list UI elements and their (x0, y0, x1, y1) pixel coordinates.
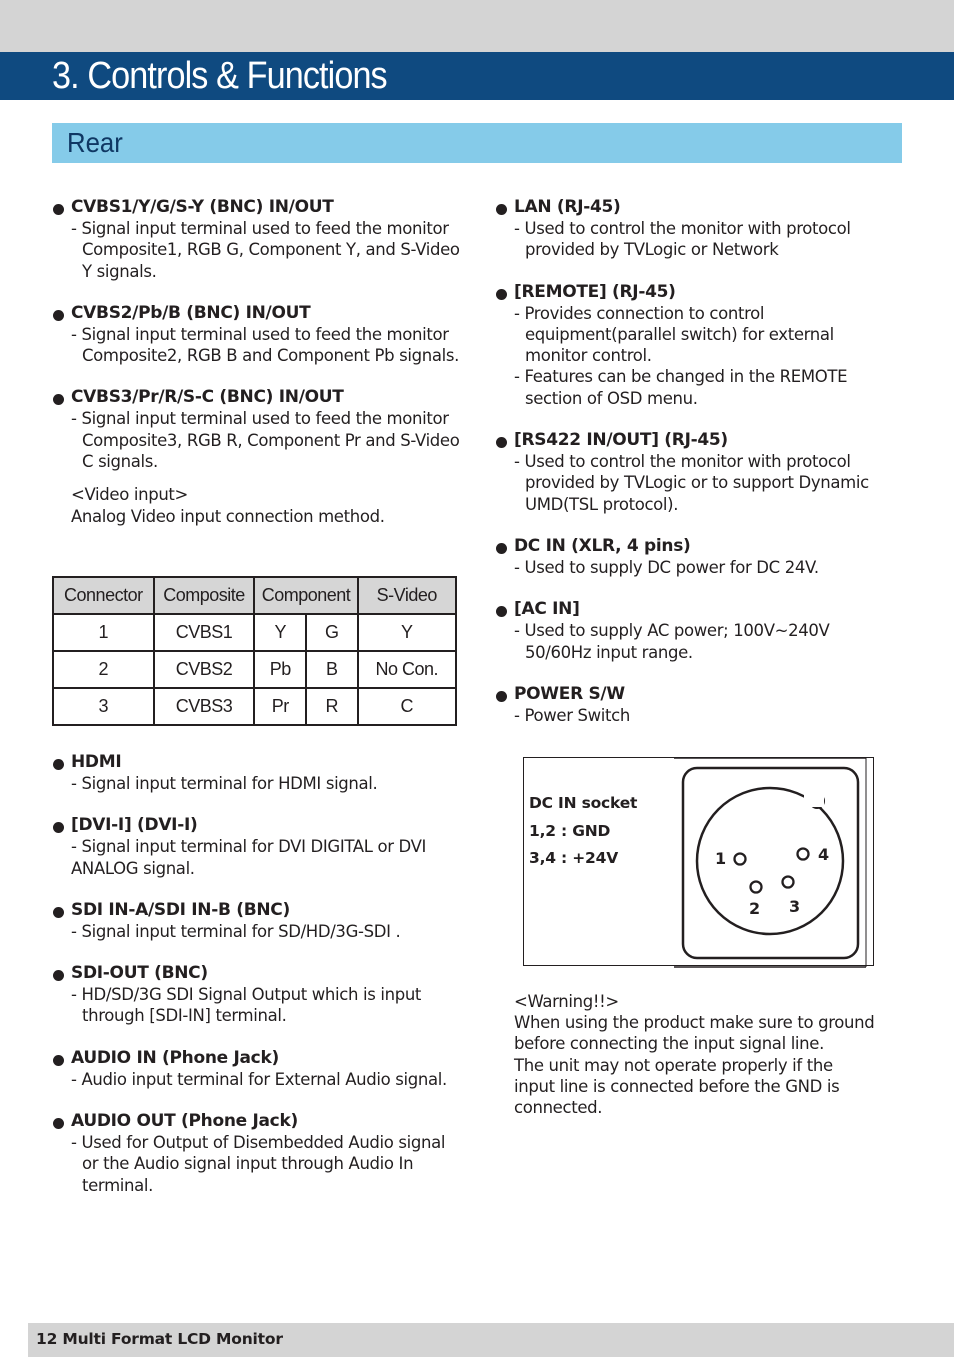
item-desc: - Power Switch (514, 705, 630, 725)
item-title: HDMI (71, 752, 122, 772)
table-row (53, 651, 456, 688)
bullet-icon (53, 970, 64, 981)
item-title: AUDIO OUT (Phone Jack) (71, 1111, 298, 1132)
item-title: [REMOTE] (RJ-45) (514, 281, 676, 302)
video-input-note (52, 484, 472, 527)
item-desc: - Used to control the monitor with protocol provided by TVLogic or to support Dynamic UMD(TSL protocol). (514, 452, 869, 514)
top-band (0, 0, 954, 52)
pin-1-label: 1 (715, 849, 727, 868)
table-row (53, 688, 456, 725)
item-desc: - Provides connection to control equipment(parallel switch) for external monitor control. (514, 303, 834, 366)
pin-3-label: 3 (789, 897, 801, 916)
item-lan (495, 197, 915, 261)
item-desc: - Used to control the monitor with protocol provided by TVLogic or Network (514, 219, 851, 260)
item-audio-in (52, 1048, 472, 1090)
xlr-socket-icon (674, 757, 874, 968)
item-desc: - Features can be changed in the REMOTE section of OSD menu. (514, 367, 848, 408)
video-input-text: Analog Video input connection method. (71, 506, 385, 526)
table-cell: B (306, 651, 358, 688)
warning-line: When using the product make sure to ground before connecting the input signal line. (514, 1013, 875, 1054)
table-cell: Y (358, 614, 456, 651)
bullet-icon (53, 310, 64, 321)
table-cell: 1 (53, 614, 154, 651)
socket-title: DC IN socket (529, 794, 638, 812)
item-audio-out (52, 1111, 472, 1196)
item-desc: - Signal input terminal for SD/HD/3G-SDI . (71, 921, 401, 941)
warning-line: The unit may not operate properly if the input line is connected before the GND is connected. (514, 1055, 840, 1118)
table-cell: Pr (254, 688, 306, 725)
dc-in-socket-diagram (523, 757, 874, 966)
item-desc: - Signal input terminal used to feed the monitor Composite2, RGB B and Component Pb signals. (71, 324, 460, 366)
table-cell: 2 (53, 651, 154, 688)
table-cell: R (306, 688, 358, 725)
socket-line-24v: 3,4 : +24V (529, 849, 619, 867)
bullet-icon (496, 691, 507, 702)
socket-line-gnd: 1,2 : GND (529, 821, 611, 840)
item-title: [DVI-I] (DVI-I) (71, 815, 198, 836)
table-cell: 3 (53, 688, 154, 725)
item-cvbs1 (52, 197, 472, 282)
item-title: CVBS2/Pb/B (BNC) IN/OUT (71, 302, 311, 323)
bullet-icon (53, 1118, 64, 1129)
item-cvbs2 (52, 303, 472, 367)
bullet-icon (53, 204, 64, 215)
section-bar (52, 123, 902, 163)
item-title: POWER S/W (514, 683, 625, 704)
header-component: Component (254, 577, 357, 614)
pin-4-label: 4 (818, 845, 830, 864)
item-desc: - Used for Output of Disembedded Audio signal or the Audio signal input through Audio In terminal. (71, 1133, 446, 1195)
table-cell: CVBS3 (154, 688, 255, 725)
item-title: AUDIO IN (Phone Jack) (71, 1047, 279, 1068)
right-column (495, 197, 915, 747)
bullet-icon (53, 1055, 64, 1066)
item-desc: - Signal input terminal for HDMI signal. (71, 774, 378, 793)
item-ac-in (495, 599, 915, 663)
section-title: Rear (67, 127, 123, 158)
table-row (53, 614, 456, 651)
socket-legend (529, 790, 637, 873)
table-cell: Y (254, 614, 306, 651)
bullet-icon (496, 204, 507, 215)
warning-note (514, 991, 914, 1118)
item-remote (495, 282, 915, 409)
item-desc: - Signal input terminal for DVI DIGITAL or DVI ANALOG signal. (71, 837, 427, 878)
bullet-icon (53, 822, 64, 833)
bullet-icon (496, 437, 507, 448)
item-title: SDI IN-A/SDI IN-B (BNC) (71, 899, 290, 920)
item-desc: - Signal input terminal used to feed the monitor Composite1, RGB G, Component Y, and S-Video Y signals. (71, 219, 460, 281)
item-title: CVBS3/Pr/R/S-C (BNC) IN/OUT (71, 387, 344, 408)
chapter-title-bar (0, 52, 954, 100)
item-power-sw (495, 684, 915, 726)
item-title: DC IN (XLR, 4 pins) (514, 535, 691, 556)
item-dc-in (495, 536, 915, 578)
bullet-icon (53, 394, 64, 405)
item-title: [AC IN] (514, 599, 580, 620)
item-desc: - Used to supply AC power; 100V~240V 50/60Hz input range. (514, 621, 830, 662)
connector-table (52, 576, 457, 726)
item-desc: - Audio input terminal for External Audio signal. (71, 1069, 447, 1089)
header-connector: Connector (53, 577, 154, 614)
item-hdmi (52, 752, 472, 794)
table-cell: G (306, 614, 358, 651)
item-rs422 (495, 430, 915, 515)
footer (28, 1323, 954, 1357)
left-column-lower (52, 752, 472, 1217)
item-cvbs3 (52, 387, 472, 472)
video-input-tag: <Video input> (71, 485, 189, 505)
bullet-icon (496, 543, 507, 554)
item-desc: - HD/SD/3G SDI Signal Output which is input through [SDI-IN] terminal. (71, 985, 422, 1026)
header-svideo: S-Video (358, 577, 456, 614)
table-cell: CVBS2 (154, 651, 255, 688)
item-title: CVBS1/Y/G/S-Y (BNC) IN/OUT (71, 197, 334, 217)
item-title: SDI-OUT (BNC) (71, 963, 208, 984)
item-sdi-in (52, 900, 472, 942)
warning-tag: <Warning!!> (514, 992, 619, 1011)
pin-2-label: 2 (749, 899, 761, 918)
header-composite: Composite (154, 577, 255, 614)
chapter-title: 3. Controls & Functions (52, 55, 387, 97)
page-footer-text: 12 Multi Format LCD Monitor (36, 1330, 283, 1348)
bullet-icon (496, 289, 507, 300)
left-column (52, 197, 472, 541)
item-title: LAN (RJ-45) (514, 197, 621, 217)
table-cell: CVBS1 (154, 614, 255, 651)
item-desc: - Signal input terminal used to feed the monitor Composite3, RGB R, Component Pr and S-Video C signals. (71, 409, 460, 472)
item-title: [RS422 IN/OUT] (RJ-45) (514, 430, 728, 451)
bullet-icon (53, 907, 64, 918)
bullet-icon (53, 759, 64, 770)
table-cell: C (358, 688, 456, 725)
table-cell: Pb (254, 651, 306, 688)
table-header-row (53, 577, 456, 614)
table-cell: No Con. (358, 651, 456, 688)
item-sdi-out (52, 963, 472, 1027)
item-desc: - Used to supply DC power for DC 24V. (514, 557, 819, 577)
item-dvi (52, 815, 472, 879)
bullet-icon (496, 606, 507, 617)
